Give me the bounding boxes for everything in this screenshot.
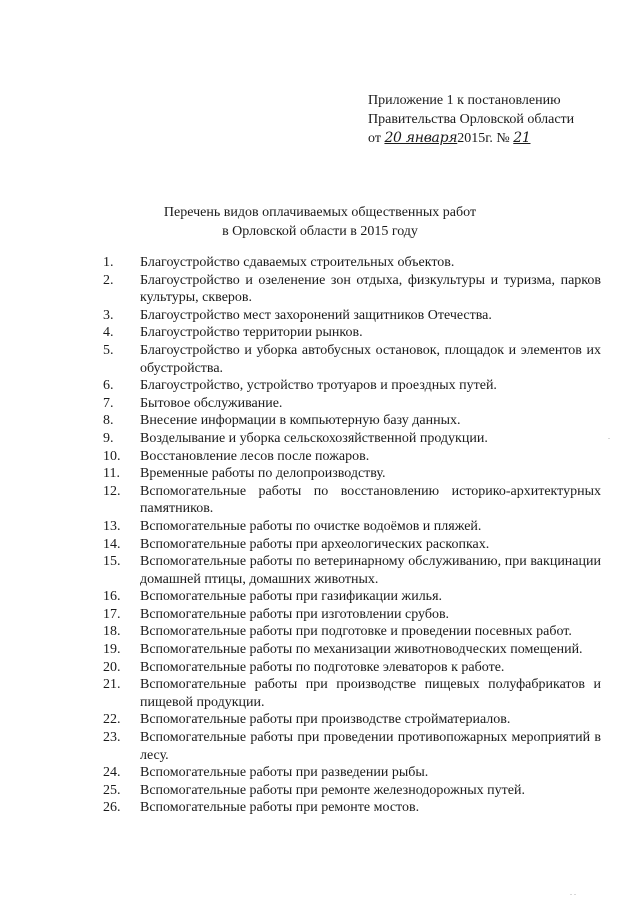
item-number: 2. bbox=[103, 272, 114, 288]
item-text: Вспомогательные работы при археологических раскопках. bbox=[140, 536, 490, 552]
list-item bbox=[103, 448, 601, 466]
item-text: Вспомогательные работы при производстве стройматериалов. bbox=[140, 712, 511, 728]
item-number: 16. bbox=[103, 589, 121, 605]
item-number: 18. bbox=[103, 624, 121, 640]
item-number: 26. bbox=[103, 800, 121, 816]
item-number: 14. bbox=[103, 536, 121, 552]
list-item bbox=[103, 395, 601, 413]
item-number: 8. bbox=[103, 413, 114, 429]
list-item bbox=[103, 799, 601, 817]
list-item bbox=[103, 782, 601, 800]
list-item bbox=[103, 659, 601, 677]
item-text: Вспомогательные работы по ветеринарному обслуживанию, при вакцинации домашней птицы, домашних животных. bbox=[140, 554, 601, 587]
header-line-3 bbox=[368, 129, 598, 148]
item-number: 25. bbox=[103, 782, 121, 798]
document-title bbox=[0, 203, 640, 241]
item-number: 23. bbox=[103, 730, 121, 746]
list-item bbox=[103, 483, 601, 518]
item-text: Восстановление лесов после пожаров. bbox=[140, 448, 370, 464]
item-text: Вспомогательные работы по восстановлению историко-архитектурных памятников. bbox=[140, 483, 601, 517]
list-item bbox=[103, 536, 601, 554]
list-item bbox=[103, 430, 601, 448]
item-number: 20. bbox=[103, 659, 121, 675]
header-number-prefix: г. № bbox=[485, 131, 510, 146]
item-text: Благоустройство территории рынков. bbox=[140, 325, 363, 341]
item-text: Вспомогательные работы при производстве пищевых полуфабрикатов и пищевой продукции. bbox=[140, 677, 601, 710]
item-number: 17. bbox=[103, 606, 121, 622]
title-line-2: в Орловской области в 2015 году bbox=[222, 224, 418, 239]
item-text: Благоустройство сдаваемых строительных объектов. bbox=[140, 255, 455, 270]
list-item bbox=[103, 764, 601, 782]
item-text: Внесение информации в компьютерную базу данных. bbox=[140, 413, 461, 429]
list-item bbox=[103, 641, 601, 659]
handwritten-number: 21 bbox=[513, 130, 531, 146]
item-text: Вспомогательные работы при газификации жилья. bbox=[140, 589, 443, 605]
item-number: 15. bbox=[103, 554, 121, 570]
header-date-prefix: от bbox=[368, 131, 381, 146]
item-number: 21. bbox=[103, 677, 121, 693]
item-text: Временные работы по делопроизводству. bbox=[140, 466, 386, 482]
item-number: 10. bbox=[103, 448, 121, 464]
item-number: 22. bbox=[103, 712, 121, 728]
list-item bbox=[103, 342, 601, 377]
list-item bbox=[103, 623, 601, 641]
item-text: Благоустройство и уборка автобусных остановок, площадок и элементов их обустройства. bbox=[140, 342, 601, 376]
list-item bbox=[103, 676, 601, 711]
item-text: Возделывание и уборка сельскохозяйственной продукции. bbox=[140, 430, 488, 446]
item-text: Вспомогательные работы при разведении рыбы. bbox=[140, 765, 429, 781]
item-text: Бытовое обслуживание. bbox=[140, 395, 283, 411]
list-item bbox=[103, 518, 601, 536]
item-text: Вспомогательные работы по подготовке элеваторов к работе. bbox=[140, 659, 505, 675]
item-number: 24. bbox=[103, 765, 121, 781]
header-line-2: Правительства Орловской области bbox=[368, 112, 575, 127]
item-text: Благоустройство мест захоронений защитников Отечества. bbox=[140, 307, 492, 323]
work-types-list bbox=[103, 254, 601, 817]
list-item bbox=[103, 324, 601, 342]
list-item bbox=[103, 729, 601, 764]
document-header bbox=[368, 91, 598, 148]
list-item bbox=[103, 553, 601, 588]
item-number: 1. bbox=[103, 255, 114, 270]
list-item bbox=[103, 588, 601, 606]
list-item bbox=[103, 711, 601, 729]
item-text: Благоустройство и озеленение зон отдыха, физкультуры и туризма, парков культуры, скверов. bbox=[140, 272, 601, 306]
item-text: Вспомогательные работы при проведении противопожарных мероприятий в лесу. bbox=[140, 730, 601, 763]
scan-speck: . bbox=[608, 432, 610, 441]
item-number: 4. bbox=[103, 325, 114, 341]
header-line-1: Приложение 1 к постановлению bbox=[368, 93, 561, 108]
handwritten-date: 20 января bbox=[384, 130, 458, 146]
item-text: Вспомогательные работы по очистке водоёмов и пляжей. bbox=[140, 518, 482, 534]
item-number: 5. bbox=[103, 342, 114, 358]
list-item bbox=[103, 465, 601, 483]
item-number: 3. bbox=[103, 307, 114, 323]
item-text: Вспомогательные работы при подготовке и проведении посевных работ. bbox=[140, 624, 572, 640]
list-item bbox=[103, 412, 601, 430]
item-text: Вспомогательные работы при ремонте железнодорожных путей. bbox=[140, 782, 525, 798]
list-item bbox=[103, 307, 601, 325]
list-item bbox=[103, 606, 601, 624]
list-item bbox=[103, 254, 601, 272]
header-year: 2015 bbox=[457, 131, 486, 146]
item-number: 6. bbox=[103, 378, 114, 394]
scan-speck: . . bbox=[570, 888, 576, 897]
title-line-1: Перечень видов оплачиваемых общественных работ bbox=[163, 205, 477, 220]
item-text: Вспомогательные работы при ремонте мостов. bbox=[140, 800, 420, 816]
item-number: 13. bbox=[103, 518, 121, 534]
item-text: Благоустройство, устройство тротуаров и проездных путей. bbox=[140, 378, 497, 394]
item-number: 19. bbox=[103, 642, 121, 658]
list-item bbox=[103, 272, 601, 307]
item-text: Вспомогательные работы по механизации животноводческих помещений. bbox=[140, 642, 583, 658]
list-item bbox=[103, 377, 601, 395]
item-text: Вспомогательные работы при изготовлении срубов. bbox=[140, 606, 450, 622]
item-number: 7. bbox=[103, 395, 114, 411]
item-number: 9. bbox=[103, 430, 114, 446]
item-number: 12. bbox=[103, 483, 121, 499]
item-number: 11. bbox=[103, 466, 120, 482]
